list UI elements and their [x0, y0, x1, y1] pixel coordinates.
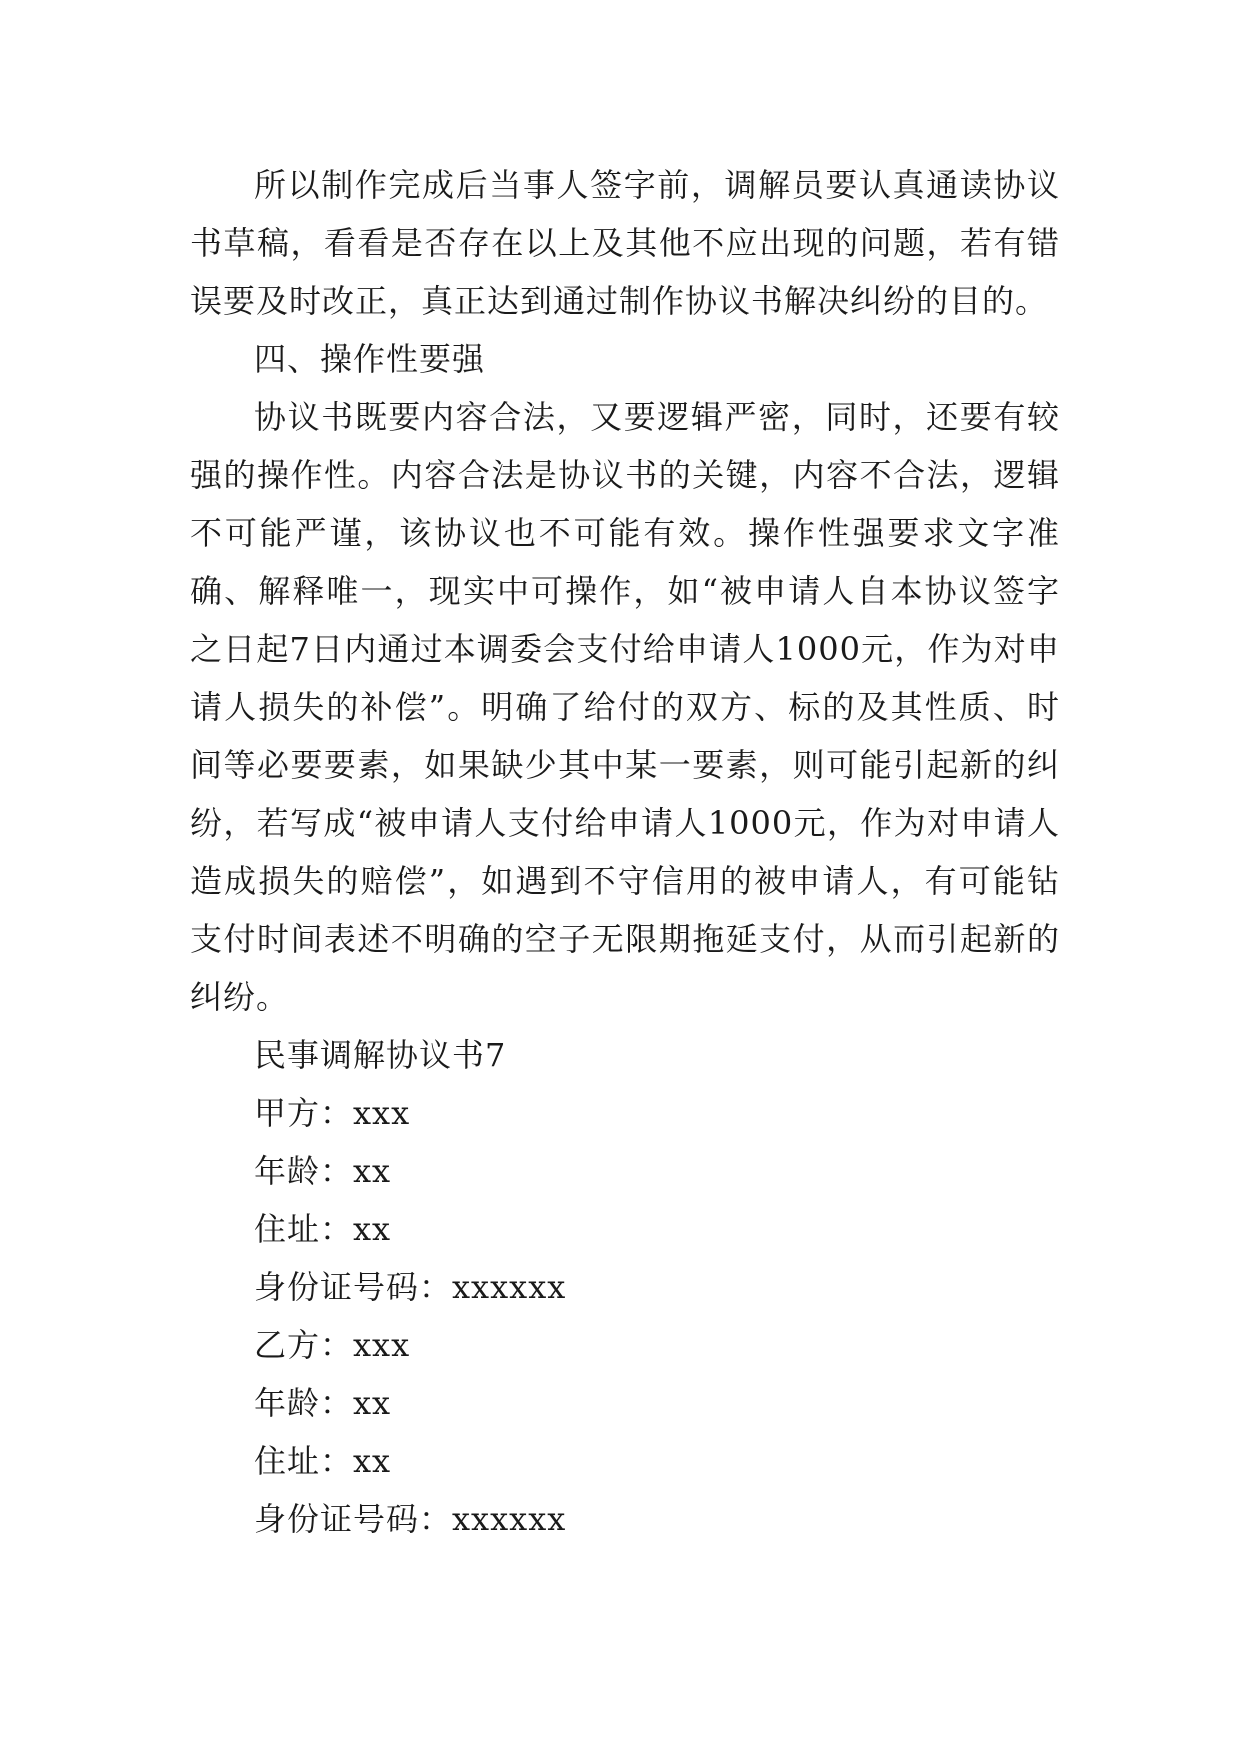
paragraph-operability: 协议书既要内容合法，又要逻辑严密，同时，还要有较强的操作性。内容合法是协议书的关键，内容不合法，逻辑不可能严谨，该协议也不可能有效。操作性强要求文字准确、解释唯一，现实中可操作，如“被申请人自本协议签字之日起7日内通过本调委会支付给申请人1000元，作为对申请人损失的补偿”。明确了给付的双方、标的及其性质、时间等必要要素，如果缺少其中某一要素，则可能引起新的纠纷，若写成“被申请人支付给申请人1000元，作为对申请人造成损失的赔偿”，如遇到不守信用的被申请人，有可能钻支付时间表述不明确的空子无限期拖延支付，从而引起新的纠纷。: [190, 398, 1060, 1016]
party-a-name: 甲方：xxx: [254, 1094, 411, 1132]
party-b-age: 年龄：xx: [254, 1384, 392, 1422]
party-a-age: 年龄：xx: [254, 1152, 392, 1190]
party-b-name: 乙方：xxx: [254, 1326, 411, 1364]
section-heading-operability: 四、操作性要强: [254, 340, 486, 378]
agreement-title: 民事调解协议书7: [254, 1036, 507, 1074]
party-b-id-number: 身份证号码：xxxxxx: [254, 1500, 567, 1538]
party-b-address: 住址：xx: [254, 1442, 392, 1480]
party-a-block: [190, 1084, 1060, 1316]
party-b-block: [190, 1316, 1060, 1548]
document-body: [190, 156, 1060, 1548]
party-a-id-number: 身份证号码：xxxxxx: [254, 1268, 567, 1306]
party-a-address: 住址：xx: [254, 1210, 392, 1248]
paragraph-review-before-signing: 所以制作完成后当事人签字前，调解员要认真通读协议书草稿，看看是否存在以上及其他不应出现的问题，若有错误要及时改正，真正达到通过制作协议书解决纠纷的目的。: [190, 166, 1060, 320]
